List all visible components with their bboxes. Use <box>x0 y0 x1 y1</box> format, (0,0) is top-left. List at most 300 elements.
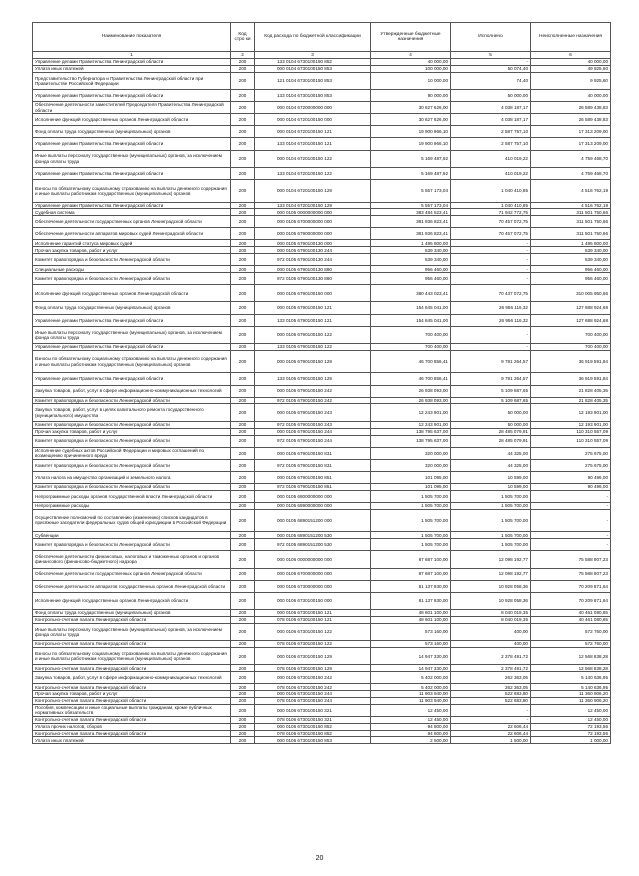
row-line-code: 200 <box>231 59 255 66</box>
row-name: Управление делами Правительства Ленинградской области <box>33 167 231 179</box>
row-name: Комитет правопорядка и безопасности Ленинградской области <box>33 435 231 447</box>
row-name: Иные выплаты персоналу государственных (муниципальных) органов, за исключением фонда оплаты труда <box>33 150 231 167</box>
row-kbk: 000 0105 6790100150 000 <box>255 285 371 302</box>
row-kbk: 000 0105 6790100150 243 <box>255 404 371 421</box>
row-kbk: 133 0104 6720100150 122 <box>255 167 371 179</box>
row-line-code: 200 <box>231 665 255 672</box>
table-row <box>33 459 611 471</box>
row-executed: 10 928 058,36 <box>451 592 531 609</box>
row-kbk: 972 0105 6790100130 880 <box>255 273 371 285</box>
row-approved: 1 505 700,00 <box>371 502 451 509</box>
row-kbk: 000 0104 6720100150 122 <box>255 150 371 167</box>
row-unexecuted: - <box>531 539 611 551</box>
row-line-code: 200 <box>231 428 255 435</box>
table-row <box>33 273 611 285</box>
row-executed: 28 485 079,91 <box>451 428 531 435</box>
row-line-code: 200 <box>231 114 255 126</box>
row-name: Контрольно-счетная палата Ленинградской области <box>33 716 231 723</box>
row-line-code: 200 <box>231 704 255 716</box>
row-kbk: 000 0106 6730100150 242 <box>255 672 371 684</box>
table-row <box>33 490 611 502</box>
row-executed: 74,40 <box>451 72 531 89</box>
row-approved: 48 601 100,00 <box>371 616 451 623</box>
row-name: Судебная система <box>33 209 231 216</box>
row-approved: 573 160,00 <box>371 641 451 648</box>
table-row <box>33 65 611 72</box>
table-row <box>33 216 611 228</box>
table-row <box>33 404 611 421</box>
row-kbk: 000 0105 6790100150 242 <box>255 385 371 397</box>
row-approved: 380 443 023,41 <box>371 285 451 302</box>
row-name: Исполнение судебных актов Российской Федерации и мировых соглашений по возмещению причиненного вреда <box>33 447 231 459</box>
row-executed: 71 942 772,75 <box>451 209 531 216</box>
row-executed: 12 098 192,77 <box>451 551 531 568</box>
row-name: Комитет правопорядка и безопасности Ленинградской области <box>33 459 231 471</box>
row-approved: 90 000,00 <box>371 90 451 102</box>
row-executed: 1 505 700,00 <box>451 502 531 509</box>
table-row <box>33 483 611 490</box>
row-executed: 50 000,00 <box>451 421 531 428</box>
row-unexecuted: 21 828 405,35 <box>531 385 611 397</box>
row-unexecuted: 572 760,00 <box>531 623 611 640</box>
row-approved: 48 601 100,00 <box>371 610 451 617</box>
row-name: Фонд оплаты труда государственных (муниципальных) органов <box>33 126 231 138</box>
row-unexecuted: 26 589 438,83 <box>531 102 611 114</box>
row-unexecuted: 311 501 750,66 <box>531 216 611 228</box>
table-row <box>33 580 611 592</box>
row-line-code: 200 <box>231 314 255 326</box>
row-executed: - <box>451 716 531 723</box>
row-executed: 2 587 757,10 <box>451 138 531 150</box>
row-unexecuted: 956 460,00 <box>531 266 611 273</box>
row-executed: 262 363,05 <box>451 684 531 691</box>
row-executed: 50 074,40 <box>451 65 531 72</box>
row-kbk: 000 0106 6730000000 000 <box>255 580 371 592</box>
table-row <box>33 302 611 314</box>
row-line-code: 200 <box>231 737 255 744</box>
row-unexecuted: 539 340,00 <box>531 247 611 254</box>
table-row <box>33 551 611 568</box>
row-kbk: 000 0106 0000000000 000 <box>255 551 371 568</box>
row-approved: 956 460,00 <box>371 273 451 285</box>
row-unexecuted: - <box>531 509 611 532</box>
row-kbk: 000 0105 6890000000 000 <box>255 502 371 509</box>
row-line-code: 200 <box>231 254 255 266</box>
row-unexecuted: 17 313 209,00 <box>531 126 611 138</box>
column-index: 6 <box>531 52 611 59</box>
column-index-row <box>33 52 611 59</box>
row-line-code: 200 <box>231 723 255 730</box>
table-row <box>33 616 611 623</box>
row-name: Обеспечение деятельности финансовых, налоговых и таможенных органов и органов финансового (финансово-бюджетного) надзора <box>33 551 231 568</box>
row-kbk: 000 0106 6730100150 129 <box>255 647 371 664</box>
row-approved: 10 000,00 <box>371 72 451 89</box>
row-unexecuted: 110 310 557,09 <box>531 435 611 447</box>
row-unexecuted: 127 688 924,68 <box>531 302 611 314</box>
row-name: Прочая закупка товаров, работ и услуг <box>33 428 231 435</box>
row-unexecuted: 72 193,56 <box>531 723 611 730</box>
row-executed: 44 325,00 <box>451 459 531 471</box>
row-unexecuted: 26 589 438,83 <box>531 114 611 126</box>
row-executed: 1 040 410,85 <box>451 202 531 209</box>
row-unexecuted: 4 516 762,19 <box>531 179 611 202</box>
row-approved: 154 645 041,00 <box>371 302 451 314</box>
row-unexecuted: 11 360 906,20 <box>531 697 611 704</box>
header-name: Наименование показателя <box>33 23 231 52</box>
row-unexecuted: 40 000,00 <box>531 59 611 66</box>
row-kbk: 000 0106 6730100150 321 <box>255 704 371 716</box>
row-name: Контрольно-счетная палата Ленинградской области <box>33 730 231 737</box>
table-row <box>33 90 611 102</box>
row-name: Исполнение функций государственных органов Ленинградской области <box>33 285 231 302</box>
row-name: Управление делами Правительства Ленинградской области <box>33 202 231 209</box>
row-unexecuted: 572 760,00 <box>531 641 611 648</box>
row-unexecuted: 310 005 950,66 <box>531 285 611 302</box>
row-name: Закупка товаров, работ, услуг в сфере информационно-коммуникационных технологий <box>33 672 231 684</box>
header-approved: Утвержденные бюджетные назначения <box>371 23 451 52</box>
row-kbk: 000 0105 6790000000 000 <box>255 228 371 240</box>
row-name: Взносы по обязательному социальному страхованию на выплаты денежного содержания и иные выплаты работникам государственных (муниципальных) органов <box>33 350 231 373</box>
row-approved: 19 900 966,10 <box>371 138 451 150</box>
row-kbk: 133 0104 6720100150 121 <box>255 138 371 150</box>
row-unexecuted: 12 193 901,00 <box>531 404 611 421</box>
column-index: 4 <box>371 52 451 59</box>
row-unexecuted: 12 568 838,28 <box>531 665 611 672</box>
row-line-code: 200 <box>231 65 255 72</box>
row-kbk: 000 0105 6790100150 129 <box>255 350 371 373</box>
row-line-code: 200 <box>231 435 255 447</box>
row-name: Контрольно-счетная палата Ленинградской области <box>33 641 231 648</box>
row-executed: 1 505 700,00 <box>451 490 531 502</box>
row-name: Контрольно-счетная палата Ленинградской области <box>33 684 231 691</box>
row-executed: 26 956 116,32 <box>451 302 531 314</box>
table-row <box>33 716 611 723</box>
row-unexecuted: 127 688 924,68 <box>531 314 611 326</box>
row-name: Комитет правопорядка и безопасности Ленинградской области <box>33 539 231 551</box>
row-kbk: 972 0105 6790100150 243 <box>255 421 371 428</box>
row-approved: 12 243 901,00 <box>371 404 451 421</box>
row-line-code: 200 <box>231 150 255 167</box>
row-approved: 100 000,00 <box>371 65 451 72</box>
row-unexecuted: 90 496,00 <box>531 471 611 483</box>
row-executed: 400,00 <box>451 641 531 648</box>
row-unexecuted: 17 313 209,00 <box>531 138 611 150</box>
row-kbk: 000 0105 6790100150 831 <box>255 447 371 459</box>
row-executed: 22 606,44 <box>451 730 531 737</box>
row-kbk: 133 0104 6720100150 129 <box>255 202 371 209</box>
row-approved: 26 938 093,00 <box>371 397 451 404</box>
table-row <box>33 647 611 664</box>
row-approved: 1 495 800,00 <box>371 240 451 247</box>
row-unexecuted: 70 209 871,64 <box>531 580 611 592</box>
row-unexecuted: - <box>531 532 611 539</box>
row-unexecuted: 700 400,00 <box>531 326 611 343</box>
row-unexecuted: 1 495 800,00 <box>531 240 611 247</box>
row-name: Контрольно-счетная палата Ленинградской области <box>33 697 231 704</box>
column-index: 5 <box>451 52 531 59</box>
row-unexecuted: 275 675,00 <box>531 447 611 459</box>
row-executed: - <box>451 326 531 343</box>
row-approved: 381 936 823,41 <box>371 228 451 240</box>
row-executed: 9 781 264,57 <box>451 350 531 373</box>
row-unexecuted: 49 925,60 <box>531 65 611 72</box>
row-unexecuted: - <box>531 490 611 502</box>
table-row <box>33 114 611 126</box>
row-line-code: 200 <box>231 616 255 623</box>
row-name: Закупка товаров, работ, услуг в целях капитального ремонта государственного (муниципального) имущества <box>33 404 231 421</box>
table-row <box>33 102 611 114</box>
row-approved: 12 450,00 <box>371 704 451 716</box>
row-unexecuted: 90 496,00 <box>531 483 611 490</box>
row-line-code: 200 <box>231 509 255 532</box>
row-approved: 87 687 100,00 <box>371 551 451 568</box>
table-row <box>33 254 611 266</box>
row-kbk: 000 0104 6730100150 853 <box>255 65 371 72</box>
row-kbk: 972 0105 6790100130 244 <box>255 254 371 266</box>
table-row <box>33 435 611 447</box>
header-executed: Исполнено <box>451 23 531 52</box>
row-line-code: 200 <box>231 373 255 385</box>
row-line-code: 200 <box>231 447 255 459</box>
table-row <box>33 421 611 428</box>
table-row <box>33 509 611 532</box>
row-name: Обеспечение деятельности аппаратов государственных органов Ленинградской области <box>33 580 231 592</box>
row-name: Комитет правопорядка и безопасности Ленинградской области <box>33 273 231 285</box>
row-name: Обеспечение деятельности заместителей Председателя Правительства Ленинградской области <box>33 102 231 114</box>
header-unexecuted: Неисполненные назначения <box>531 23 611 52</box>
row-approved: 5 169 487,92 <box>371 167 451 179</box>
row-name: Взносы по обязательному социальному страхованию на выплаты денежного содержания и иные выплаты работникам государственных (муниципальных) органов <box>33 647 231 664</box>
row-approved: 46 700 856,41 <box>371 373 451 385</box>
row-line-code: 200 <box>231 539 255 551</box>
table-row <box>33 665 611 672</box>
row-line-code: 200 <box>231 502 255 509</box>
row-kbk: 000 0105 6890151200 530 <box>255 532 371 539</box>
row-executed: 2 587 757,10 <box>451 126 531 138</box>
budget-execution-table <box>32 22 611 744</box>
row-approved: 94 800,00 <box>371 730 451 737</box>
row-name: Контрольно-счетная палата Ленинградской области <box>33 616 231 623</box>
table-row <box>33 684 611 691</box>
table-row <box>33 126 611 138</box>
table-row <box>33 428 611 435</box>
row-approved: 383 484 523,41 <box>371 209 451 216</box>
row-approved: 30 627 626,00 <box>371 114 451 126</box>
row-executed: 410 019,22 <box>451 167 531 179</box>
row-approved: 26 938 093,00 <box>371 385 451 397</box>
row-unexecuted: - <box>531 502 611 509</box>
row-line-code: 200 <box>231 490 255 502</box>
row-kbk: 133 0105 6790100150 122 <box>255 344 371 351</box>
row-kbk: 000 0106 6730100150 853 <box>255 737 371 744</box>
table-row <box>33 150 611 167</box>
row-unexecuted: 36 919 591,84 <box>531 350 611 373</box>
row-name: Фонд оплаты труда государственных (муниципальных) органов <box>33 610 231 617</box>
row-approved: 12 450,00 <box>371 716 451 723</box>
row-name: Иные выплаты персоналу государственных (муниципальных) органов, за исключением фонда оплаты труда <box>33 326 231 343</box>
table-row <box>33 350 611 373</box>
row-executed: 522 683,80 <box>451 691 531 698</box>
row-unexecuted: 40 461 080,65 <box>531 610 611 617</box>
row-name: Непрограммные расходы <box>33 502 231 509</box>
row-unexecuted: 75 588 907,23 <box>531 568 611 580</box>
row-line-code: 200 <box>231 126 255 138</box>
row-line-code: 200 <box>231 266 255 273</box>
row-line-code: 200 <box>231 179 255 202</box>
row-line-code: 200 <box>231 697 255 704</box>
row-approved: 94 800,00 <box>371 723 451 730</box>
row-name: Контрольно-счетная палата Ленинградской области <box>33 665 231 672</box>
table-row <box>33 730 611 737</box>
row-approved: 1 505 700,00 <box>371 539 451 551</box>
row-executed: 1 500,00 <box>451 737 531 744</box>
row-kbk: 000 0105 0000000000 000 <box>255 209 371 216</box>
row-kbk: 000 0104 6720000000 000 <box>255 102 371 114</box>
row-approved: 87 687 100,00 <box>371 568 451 580</box>
row-unexecuted: 1 000,00 <box>531 737 611 744</box>
row-unexecuted: 12 568 838,28 <box>531 647 611 664</box>
row-kbk: 078 0106 6730100150 321 <box>255 716 371 723</box>
row-kbk: 972 0105 6790100150 831 <box>255 459 371 471</box>
row-approved: 5 402 000,00 <box>371 672 451 684</box>
row-unexecuted: 539 340,00 <box>531 254 611 266</box>
row-name: Управление делами Правительства Ленинградской области <box>33 344 231 351</box>
table-header-row <box>33 23 611 52</box>
row-approved: 5 557 173,04 <box>371 202 451 209</box>
row-line-code: 200 <box>231 551 255 568</box>
row-unexecuted: 12 450,00 <box>531 716 611 723</box>
row-name: Фонд оплаты труда государственных (муниципальных) органов <box>33 302 231 314</box>
row-kbk: 000 0106 6730100150 121 <box>255 610 371 617</box>
row-line-code: 200 <box>231 647 255 664</box>
table-row <box>33 610 611 617</box>
row-executed: 5 109 687,65 <box>451 397 531 404</box>
report-page <box>32 22 610 744</box>
row-unexecuted: 5 140 636,95 <box>531 672 611 684</box>
table-row <box>33 179 611 202</box>
row-unexecuted: 11 360 906,20 <box>531 691 611 698</box>
row-kbk: 000 0105 6790100150 121 <box>255 302 371 314</box>
row-approved: 81 137 930,00 <box>371 580 451 592</box>
row-executed: 10 599,00 <box>451 471 531 483</box>
row-approved: 5 402 000,00 <box>371 684 451 691</box>
row-kbk: 000 0106 6730100150 000 <box>255 592 371 609</box>
row-name: Управление делами Правительства Ленинградской области <box>33 59 231 66</box>
row-kbk: 133 0104 6730100150 853 <box>255 90 371 102</box>
row-name: Взносы по обязательному социальному страхованию на выплаты денежного содержания и иные выплаты работникам государственных (муниципальных) органов <box>33 179 231 202</box>
column-index: 2 <box>231 52 255 59</box>
row-kbk: 078 0106 6730100150 129 <box>255 665 371 672</box>
row-kbk: 000 0106 6730100150 244 <box>255 691 371 698</box>
row-approved: 40 000,00 <box>371 59 451 66</box>
row-approved: 12 243 901,00 <box>371 421 451 428</box>
table-row <box>33 314 611 326</box>
row-executed: - <box>451 344 531 351</box>
table-row <box>33 240 611 247</box>
row-approved: 19 900 966,10 <box>371 126 451 138</box>
row-executed: 50 000,00 <box>451 90 531 102</box>
row-kbk: 133 0105 6790100150 121 <box>255 314 371 326</box>
row-kbk: 972 0105 6790100150 242 <box>255 397 371 404</box>
row-kbk: 078 0106 6730100150 242 <box>255 684 371 691</box>
row-executed: 50 000,00 <box>451 404 531 421</box>
row-approved: 46 700 856,41 <box>371 350 451 373</box>
row-line-code: 200 <box>231 397 255 404</box>
row-executed: 522 683,80 <box>451 697 531 704</box>
row-kbk: 000 0105 6790100150 851 <box>255 471 371 483</box>
row-approved: 573 160,00 <box>371 623 451 640</box>
row-unexecuted: 5 140 636,95 <box>531 684 611 691</box>
table-row <box>33 672 611 684</box>
row-line-code: 200 <box>231 568 255 580</box>
table-row <box>33 344 611 351</box>
row-kbk: 000 0105 6890151200 000 <box>255 509 371 532</box>
row-approved: 1 505 700,00 <box>371 509 451 532</box>
row-executed: 2 378 491,72 <box>451 665 531 672</box>
header-line-code: Код стро ки <box>231 23 255 52</box>
row-approved: 539 340,00 <box>371 254 451 266</box>
row-line-code: 200 <box>231 209 255 216</box>
row-line-code: 200 <box>231 716 255 723</box>
row-line-code: 200 <box>231 350 255 373</box>
row-executed: 22 606,44 <box>451 723 531 730</box>
row-executed: 410 019,22 <box>451 150 531 167</box>
row-name: Непрограммные расходы органов государственной власти Ленинградской области <box>33 490 231 502</box>
row-line-code: 200 <box>231 385 255 397</box>
table-row <box>33 697 611 704</box>
row-executed: - <box>451 704 531 716</box>
row-unexecuted: 40 000,00 <box>531 90 611 102</box>
row-unexecuted: 40 461 080,65 <box>531 616 611 623</box>
table-row <box>33 539 611 551</box>
row-line-code: 200 <box>231 730 255 737</box>
row-executed: - <box>451 59 531 66</box>
row-executed: 10 599,00 <box>451 483 531 490</box>
row-line-code: 200 <box>231 240 255 247</box>
row-unexecuted: 36 919 591,84 <box>531 373 611 385</box>
row-executed: - <box>451 247 531 254</box>
row-kbk: 000 0105 6700000000 000 <box>255 216 371 228</box>
table-row <box>33 397 611 404</box>
row-name: Прочая закупка товаров, работ и услуг <box>33 691 231 698</box>
row-approved: 700 400,00 <box>371 326 451 343</box>
table-row <box>33 385 611 397</box>
row-line-code: 200 <box>231 580 255 592</box>
row-unexecuted: 110 310 557,09 <box>531 428 611 435</box>
row-unexecuted: 75 588 907,23 <box>531 551 611 568</box>
table-row <box>33 59 611 66</box>
row-unexecuted: 311 501 750,66 <box>531 209 611 216</box>
row-executed: 70 457 072,75 <box>451 216 531 228</box>
row-approved: 14 947 330,00 <box>371 647 451 664</box>
table-row <box>33 502 611 509</box>
row-kbk: 000 0106 6700000000 000 <box>255 568 371 580</box>
table-row <box>33 266 611 273</box>
row-kbk: 972 0105 6790100150 244 <box>255 435 371 447</box>
row-executed: 28 485 079,91 <box>451 435 531 447</box>
row-executed: 26 956 116,32 <box>451 314 531 326</box>
row-kbk: 078 0106 6730100150 122 <box>255 641 371 648</box>
row-executed: 400,00 <box>451 623 531 640</box>
row-unexecuted: 700 400,00 <box>531 344 611 351</box>
row-approved: 5 557 173,04 <box>371 179 451 202</box>
row-name: Уплата иных платежей <box>33 737 231 744</box>
table-row <box>33 138 611 150</box>
row-line-code: 200 <box>231 285 255 302</box>
row-name: Управление делами Правительства Ленинградской области <box>33 373 231 385</box>
row-line-code: 200 <box>231 202 255 209</box>
row-name: Уплата налога на имущество организаций и земельного налога <box>33 471 231 483</box>
